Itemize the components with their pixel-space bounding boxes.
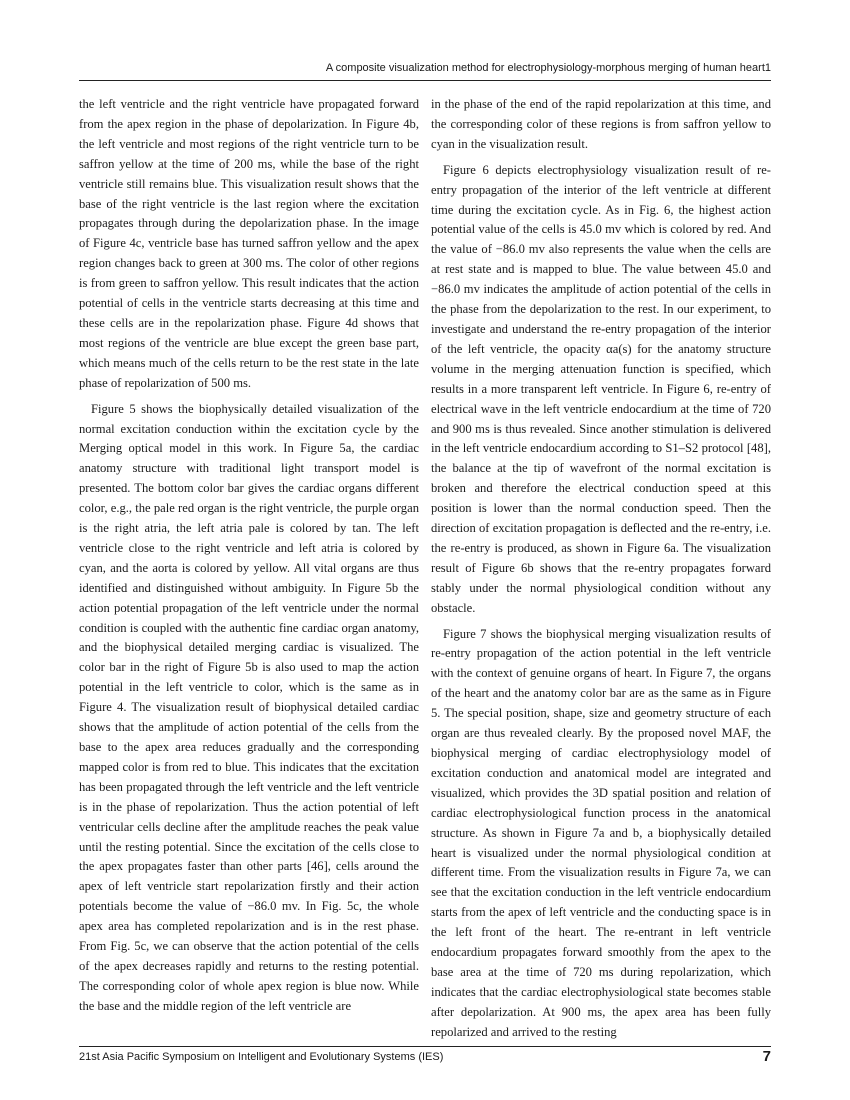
header-divider	[79, 80, 771, 81]
left-column	[79, 95, 419, 1023]
right-column	[431, 95, 771, 1049]
paragraph: Figure 5 shows the biophysically detailed visualization of the normal excitation conduction within the excitation cycle by the Merging optical model in this work. In Figure 5a, the cardiac anatomy structure with traditional light transport model is presented. The bottom color bar gives the cardiac organs different color, e.g., the pale red organ is the right ventricle, the purple organ is the right atria, the left atria pale is colored by tan. The left ventricle close to the right ventricle and left atria is colored by cyan, and the aorta is colored by yellow. All vital organs are thus identified and distinguished without ambiguity. In Figure 5b the action potential propagation of the left ventricle under the normal condition is coupled with the authentic fine cardiac organ anatomy, and the biophysical detailed merging cardiac is visualized. The color bar in the right of Figure 5b is also used to map the action potential in the left ventricle to color, which is the same as in Figure 4. The visualization result of biophysical detailed cardiac shows that the amplitude of action potential of the cells from the base to the apex area reduces gradually and the corresponding mapped color is from red to blue. This indicates that the excitation has been propagated through the left ventricle and the left ventricle is in the phase of repolarization. Thus the action potential of left ventricular cells decline after the amplitude reaches the peak value until the resting potential. Since the excitation of the cells close to the apex propagates faster than other parts [46], cells around the apex of left ventricle start repolarization firstly and their action potentials become the value of −86.0 mv. In Fig. 5c, the whole apex area has completed repolarization and is in the rest phase. From Fig. 5c, we can observe that the action potential of the cells of the apex decreases rapidly and returns to the resting potential. The corresponding color of whole apex region is blue now. While the base and the middle region of the left ventricle are	[79, 401, 419, 1013]
paragraph: Figure 7 shows the biophysical merging visualization results of re-entry propagation of the action potential in the left ventricle with the context of genuine organs of heart. In Figure 7, the organs of the heart and the anatomy color bar are as the same as in Figure 5. The special position, shape, size and geometry structure of each organ are thus revealed clearly. By the proposed novel MAF, the biophysical merging of cardiac electrophysiology model of excitation conduction and anatomical model are integrated and visualized, which provides the 3D spatial position and relation of cardiac electrophysiological function process in the anatomical structure. As shown in Figure 7a and b, a biophysically detailed heart is visualized under the normal physiological condition at different time. From the visualization results in Figure 7a, we can see that the excitation conduction in the left ventricle endocardium starts from the apex of left ventricle and the conducting space is in the left front of the heart. The re-entrant in left ventricle endocardium propagates forward smoothly from the apex to the base area at the time of 720 ms during repolarization, which indicates that the cardiac electrophysiological state becomes stable after depolarization. At 900 ms, the apex area has been fully repolarized and arrived to the resting	[431, 626, 771, 1039]
running-header: A composite visualization method for electrophysiology-morphous merging of human heart1	[325, 62, 771, 74]
paragraph: in the phase of the end of the rapid repolarization at this time, and the corresponding color of these regions is from saffron yellow to cyan in the visualization result.	[431, 97, 771, 151]
footer-venue: 21st Asia Pacific Symposium on Intelligent and Evolutionary Systems (IES)	[79, 1051, 444, 1063]
footer-divider	[79, 1046, 771, 1047]
paragraph: Figure 6 depicts electrophysiology visualization result of re-entry propagation of the interior of the left ventricle at different time during the excitation cycle. As in Fig. 6, the highest action potential value of the cells is 45.0 mv which is colored by red. And the value of −86.0 mv also represents the value when the cells are at rest state and is mapped to blue. The value between 45.0 and −86.0 mv indicates the amplitude of action potential of the cells in the phase from the depolarization to the rest. In our experiment, to investigate and understand the re-entry propagation of the interior of the left ventricle, the opacity αa(s) for the anatomy structure volume in the merging attenuation function is specified, which results in a more transparent left ventricle. In Figure 6, re-entry of electrical wave in the left ventricle endocardium at the time of 720 and 900 ms is thus revealed. Since another stimulation is delivered in the left ventricle endocardium according to S1–S2 protocol [48], the balance at the tip of wavefront of the normal excitation is broken and therefore the electrical conduction speed at this position is lower than the normal conduction speed. Then the direction of excitation propagation is deflected and the re-entry, i.e. the re-entry is produced, as shown in Figure 6a. The visualization result of Figure 6b shows that the re-entry propagates forward stably under the normal physiological condition without any obstacle.	[431, 162, 771, 615]
paragraph: the left ventricle and the right ventricle have propagated forward from the apex region in the phase of depolarization. In Figure 4b, the left ventricle and most regions of the right ventricle turn to be saffron yellow at the time of 200 ms, while the base of the right ventricle still remains blue. This visualization result shows that the base of the right ventricle is the last region where the excitation propagates through during the depolarization phase. In the image of Figure 4c, ventricle base has turned saffron yellow and the apex region changes back to green at 300 ms. The color of other regions is from green to saffron yellow. This result indicates that the action potential of cells in the ventricle starts decreasing at this time and these cells are in the repolarization phase. Figure 4d shows that most regions of the ventricle are blue except the green base part, which means much of the cells return to be the rest state in the late phase of repolarization of 500 ms.	[79, 97, 419, 390]
page-number: 7	[762, 1048, 771, 1065]
